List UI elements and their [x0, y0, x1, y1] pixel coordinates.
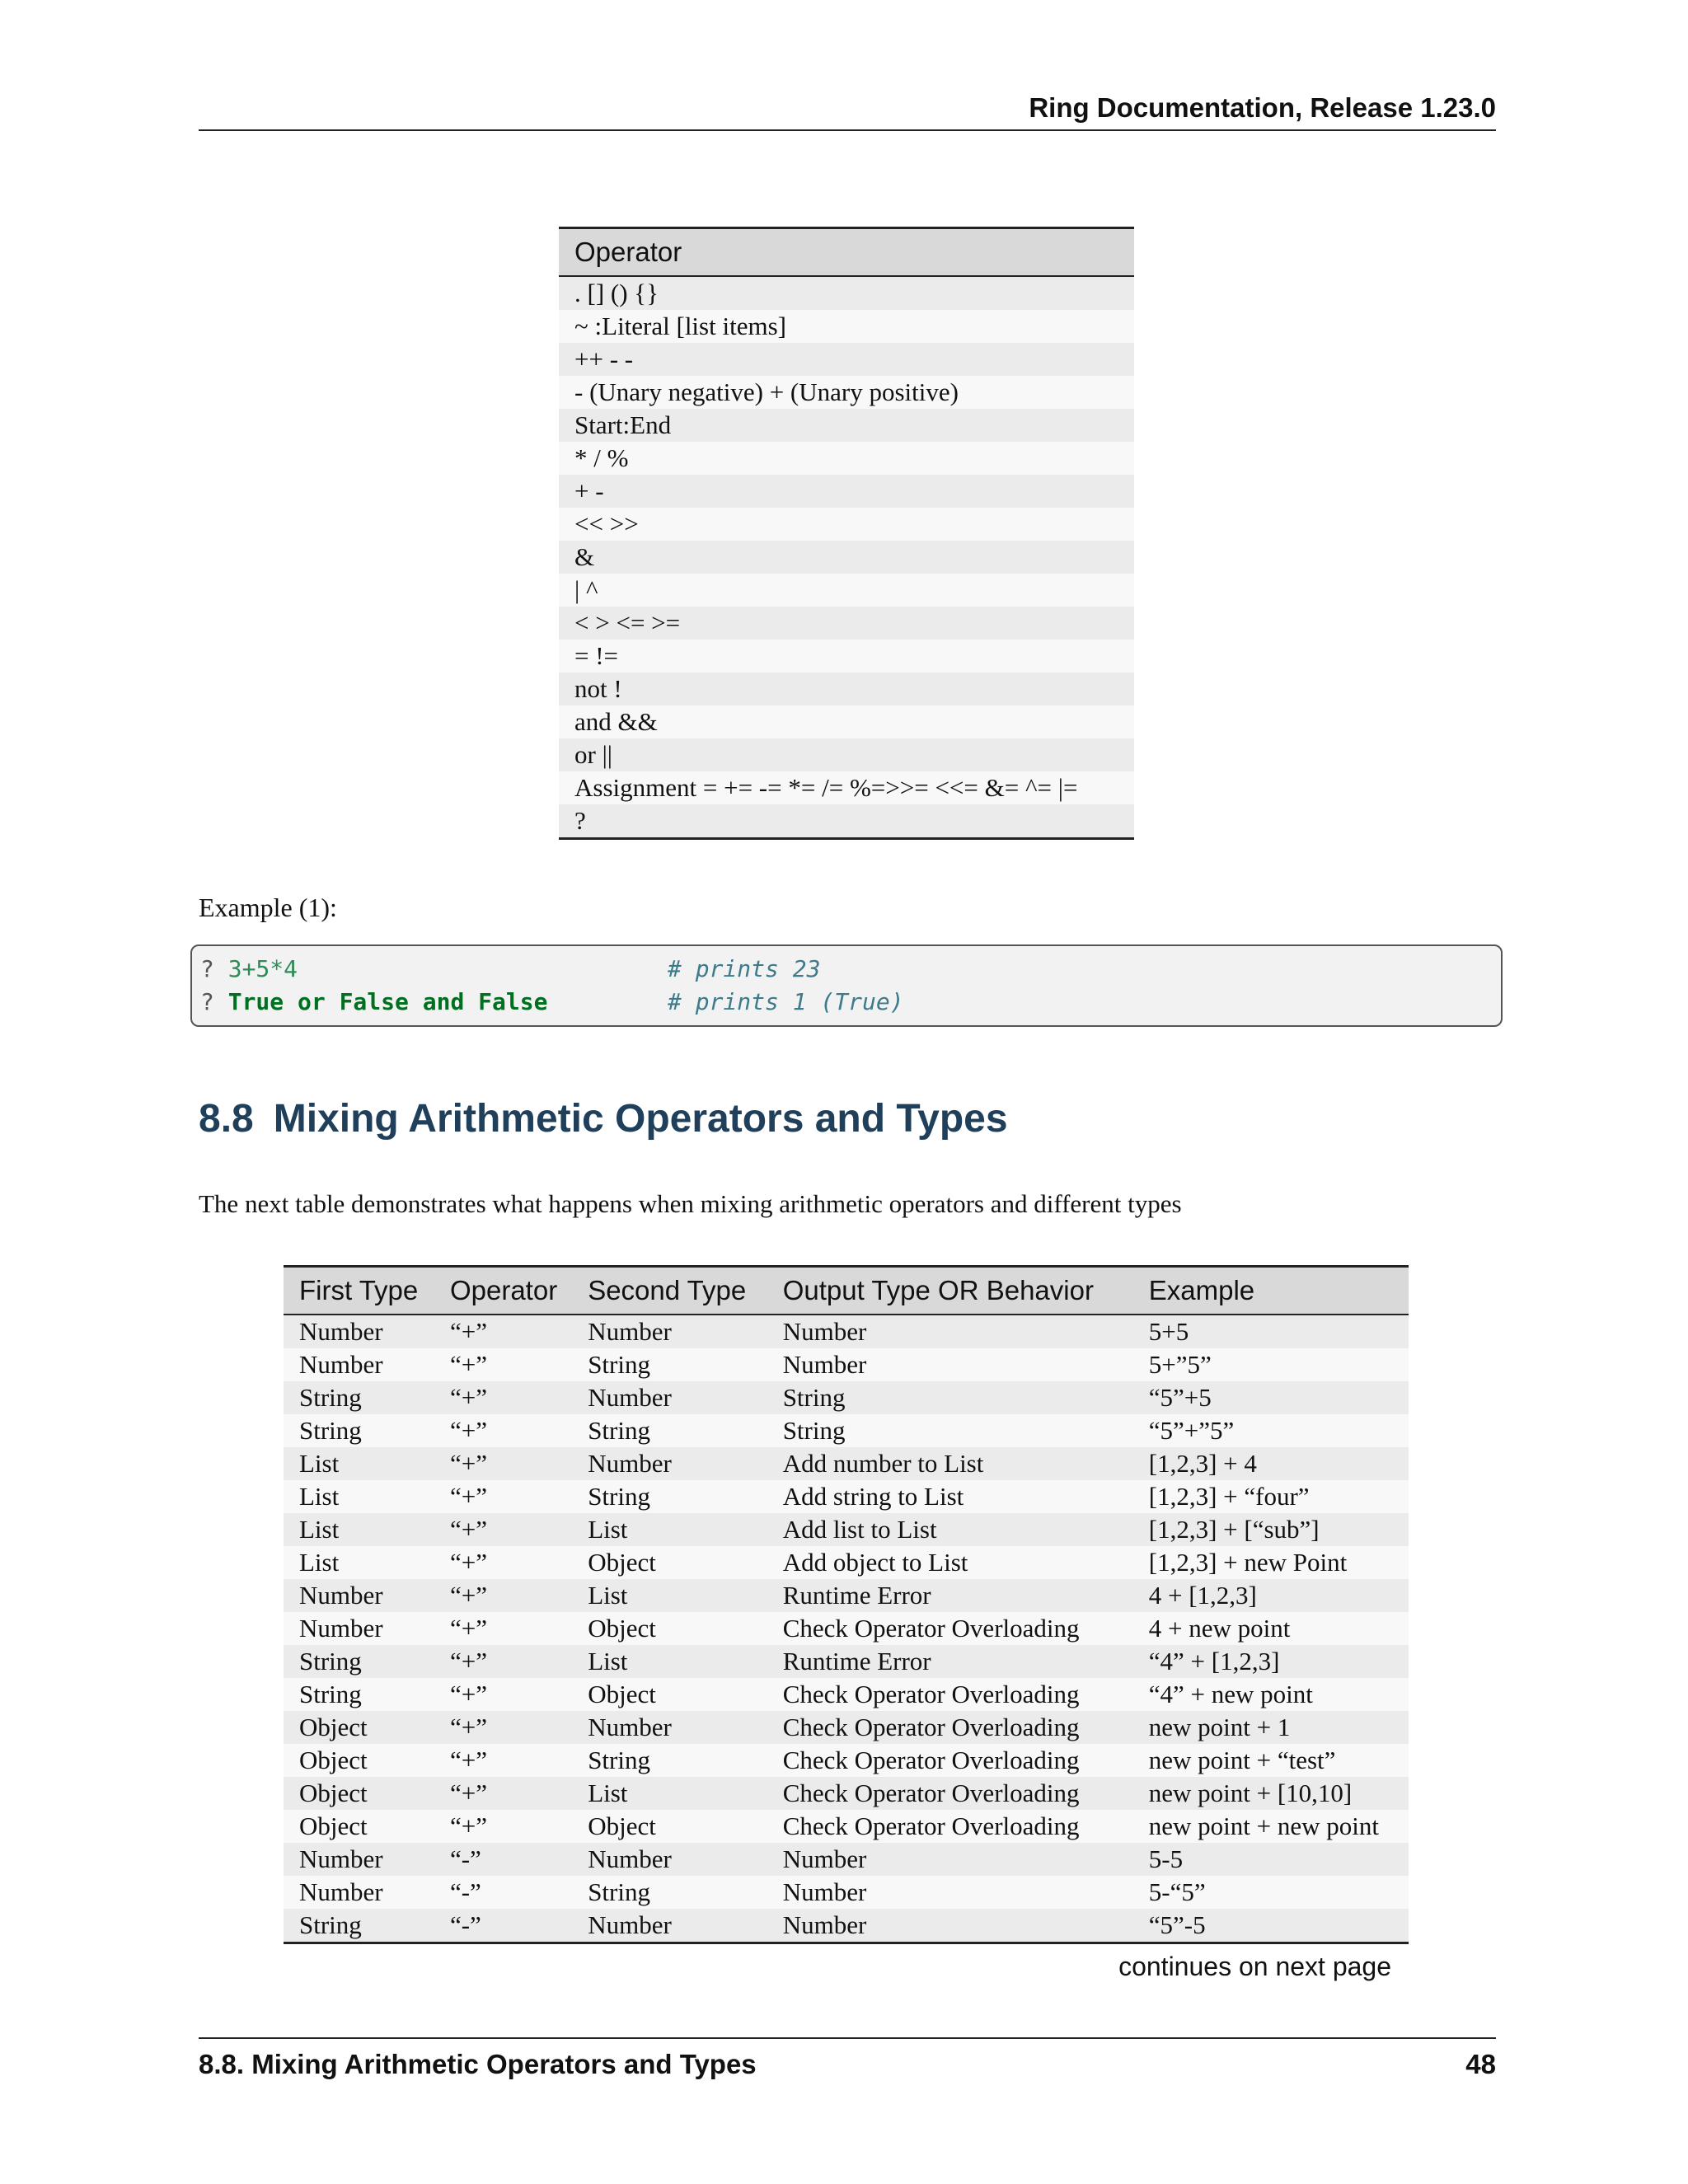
- output-cell: Check Operator Overloading: [767, 1744, 1133, 1777]
- example-cell: “4” + [1,2,3]: [1133, 1645, 1409, 1678]
- output-cell: Add list to List: [767, 1513, 1133, 1546]
- code-block: [190, 944, 1503, 1027]
- second-type-cell: Object: [572, 1810, 767, 1843]
- operator-cell: “+”: [434, 1777, 572, 1810]
- operator-cell: not !: [559, 673, 1134, 705]
- operator-cell: “+”: [434, 1348, 572, 1381]
- intro-paragraph: The next table demonstrates what happens when mixing arithmetic operators and different types: [199, 1189, 1182, 1218]
- code-comment: # prints 23: [668, 955, 821, 982]
- output-cell: Add string to List: [767, 1480, 1133, 1513]
- first-type-cell: Object: [284, 1777, 434, 1810]
- table-row: [559, 607, 1134, 640]
- first-type-cell: String: [284, 1381, 434, 1414]
- operator-cell: “+”: [434, 1546, 572, 1579]
- section-heading: [199, 1096, 1008, 1141]
- first-type-cell: Object: [284, 1711, 434, 1744]
- second-type-cell: List: [572, 1513, 767, 1546]
- example-cell: new point + “test”: [1133, 1744, 1409, 1777]
- column-header-operator: Operator: [434, 1267, 572, 1315]
- running-header: Ring Documentation, Release 1.23.0: [1029, 92, 1496, 123]
- operator-cell: | ^: [559, 574, 1134, 607]
- table-row: [559, 475, 1134, 508]
- output-cell: Add number to List: [767, 1447, 1133, 1480]
- first-type-cell: Number: [284, 1348, 434, 1381]
- operator-cell: “+”: [434, 1381, 572, 1414]
- table-row: [284, 1843, 1409, 1876]
- operator-cell: Assignment = += -= *= /= %=>>= <<= &= ^= |=: [559, 771, 1134, 804]
- operator-cell: Start:End: [559, 409, 1134, 442]
- output-cell: Runtime Error: [767, 1579, 1133, 1612]
- output-cell: Number: [767, 1348, 1133, 1381]
- example-cell: 5-5: [1133, 1843, 1409, 1876]
- example-cell: 5+5: [1133, 1315, 1409, 1348]
- second-type-cell: Number: [572, 1711, 767, 1744]
- table-row: [559, 276, 1134, 310]
- table-row: [559, 541, 1134, 574]
- footer-section: 8.8. Mixing Arithmetic Operators and Types: [199, 2049, 757, 2079]
- output-cell: Number: [767, 1315, 1133, 1348]
- operator-cell: “+”: [434, 1744, 572, 1777]
- precedence-table-body: [559, 276, 1134, 839]
- second-type-cell: Number: [572, 1909, 767, 1943]
- table-header-row: [559, 228, 1134, 277]
- second-type-cell: String: [572, 1480, 767, 1513]
- operator-precedence-table: [559, 227, 1134, 840]
- table-row: [284, 1777, 1409, 1810]
- table-row: [284, 1711, 1409, 1744]
- first-type-cell: String: [284, 1414, 434, 1447]
- code-prompt: ?: [200, 955, 214, 982]
- operator-cell: “+”: [434, 1315, 572, 1348]
- table-row: [559, 738, 1134, 771]
- output-cell: String: [767, 1414, 1133, 1447]
- first-type-cell: List: [284, 1546, 434, 1579]
- code-line: [200, 954, 821, 984]
- second-type-cell: Object: [572, 1678, 767, 1711]
- table-row: [559, 640, 1134, 673]
- output-cell: Number: [767, 1876, 1133, 1909]
- table-row: [559, 673, 1134, 705]
- code-comment: # prints 1 (True): [668, 988, 904, 1015]
- column-header-first-type: First Type: [284, 1267, 434, 1315]
- operator-cell: “+”: [434, 1612, 572, 1645]
- operator-cell: &: [559, 541, 1134, 574]
- second-type-cell: String: [572, 1348, 767, 1381]
- first-type-cell: Number: [284, 1612, 434, 1645]
- table-row: [284, 1546, 1409, 1579]
- operator-cell: * / %: [559, 442, 1134, 475]
- operator-cell: “+”: [434, 1414, 572, 1447]
- table-row: [284, 1612, 1409, 1645]
- output-cell: Number: [767, 1843, 1133, 1876]
- table-row: [559, 310, 1134, 343]
- table-row: [284, 1876, 1409, 1909]
- example-label: Example (1):: [199, 893, 337, 922]
- example-cell: new point + new point: [1133, 1810, 1409, 1843]
- section-title: Mixing Arithmetic Operators and Types: [273, 1097, 1008, 1141]
- table-row: [559, 574, 1134, 607]
- example-cell: [1,2,3] + new Point: [1133, 1546, 1409, 1579]
- output-cell: Check Operator Overloading: [767, 1678, 1133, 1711]
- operator-cell: “-”: [434, 1876, 572, 1909]
- example-cell: new point + 1: [1133, 1711, 1409, 1744]
- table-row: [284, 1381, 1409, 1414]
- page-number: 48: [1465, 2049, 1496, 2079]
- example-cell: [1,2,3] + 4: [1133, 1447, 1409, 1480]
- code-expression: True or False and False: [227, 988, 548, 1015]
- second-type-cell: String: [572, 1876, 767, 1909]
- example-cell: new point + [10,10]: [1133, 1777, 1409, 1810]
- column-header-second-type: Second Type: [572, 1267, 767, 1315]
- example-cell: 5+”5”: [1133, 1348, 1409, 1381]
- table-row: [559, 804, 1134, 839]
- operator-cell: “+”: [434, 1645, 572, 1678]
- operator-cell: “+”: [434, 1480, 572, 1513]
- output-cell: String: [767, 1381, 1133, 1414]
- table-row: [284, 1480, 1409, 1513]
- table-row: [284, 1315, 1409, 1348]
- operator-cell: = !=: [559, 640, 1134, 673]
- table-row: [284, 1744, 1409, 1777]
- first-type-cell: String: [284, 1909, 434, 1943]
- second-type-cell: Object: [572, 1612, 767, 1645]
- types-table-body: [284, 1315, 1409, 1943]
- operator-cell: “+”: [434, 1810, 572, 1843]
- column-header-example: Example: [1133, 1267, 1409, 1315]
- second-type-cell: List: [572, 1645, 767, 1678]
- header-rule: [199, 129, 1496, 131]
- table-row: [284, 1678, 1409, 1711]
- operator-cell: “+”: [434, 1711, 572, 1744]
- operator-cell: “+”: [434, 1513, 572, 1546]
- first-type-cell: Number: [284, 1843, 434, 1876]
- operator-cell: or ||: [559, 738, 1134, 771]
- example-cell: “5”+”5”: [1133, 1414, 1409, 1447]
- table-row: [284, 1513, 1409, 1546]
- operator-cell: . [] () {}: [559, 276, 1134, 310]
- example-cell: 4 + new point: [1133, 1612, 1409, 1645]
- operator-cell: << >>: [559, 508, 1134, 541]
- second-type-cell: List: [572, 1777, 767, 1810]
- operator-cell: “+”: [434, 1678, 572, 1711]
- table-row: [284, 1810, 1409, 1843]
- output-cell: Check Operator Overloading: [767, 1612, 1133, 1645]
- example-cell: [1,2,3] + “four”: [1133, 1480, 1409, 1513]
- table-row: [559, 376, 1134, 409]
- second-type-cell: String: [572, 1414, 767, 1447]
- output-cell: Check Operator Overloading: [767, 1711, 1133, 1744]
- first-type-cell: Object: [284, 1810, 434, 1843]
- table-row: [559, 343, 1134, 376]
- example-cell: 5-“5”: [1133, 1876, 1409, 1909]
- column-header-output-type-or-behavior: Output Type OR Behavior: [767, 1267, 1133, 1315]
- example-cell: “5”-5: [1133, 1909, 1409, 1943]
- second-type-cell: Number: [572, 1447, 767, 1480]
- section-number: 8.8: [199, 1097, 254, 1141]
- first-type-cell: Number: [284, 1315, 434, 1348]
- operator-cell: ~ :Literal [list items]: [559, 310, 1134, 343]
- table-header-row: [284, 1267, 1409, 1315]
- table-row: [284, 1447, 1409, 1480]
- table-row: [284, 1645, 1409, 1678]
- example-cell: “5”+5: [1133, 1381, 1409, 1414]
- output-cell: Check Operator Overloading: [767, 1810, 1133, 1843]
- output-cell: Check Operator Overloading: [767, 1777, 1133, 1810]
- table-row: [559, 705, 1134, 738]
- table-row: [559, 771, 1134, 804]
- example-cell: [1,2,3] + [“sub”]: [1133, 1513, 1409, 1546]
- footer-rule: [199, 2037, 1496, 2039]
- table-row: [284, 1909, 1409, 1943]
- second-type-cell: Number: [572, 1381, 767, 1414]
- mixing-types-table: [284, 1265, 1409, 1944]
- first-type-cell: List: [284, 1447, 434, 1480]
- first-type-cell: List: [284, 1513, 434, 1546]
- example-cell: 4 + [1,2,3]: [1133, 1579, 1409, 1612]
- continues-note: continues on next page: [1118, 1952, 1391, 1981]
- operator-cell: and &&: [559, 705, 1134, 738]
- column-header-operator: Operator: [559, 228, 1134, 277]
- table-row: [284, 1348, 1409, 1381]
- table-row: [559, 508, 1134, 541]
- first-type-cell: List: [284, 1480, 434, 1513]
- output-cell: Number: [767, 1909, 1133, 1943]
- operator-cell: “-”: [434, 1843, 572, 1876]
- second-type-cell: Object: [572, 1546, 767, 1579]
- second-type-cell: Number: [572, 1843, 767, 1876]
- code-expression: 3+5*4: [227, 955, 298, 982]
- example-cell: “4” + new point: [1133, 1678, 1409, 1711]
- second-type-cell: List: [572, 1579, 767, 1612]
- operator-cell: “+”: [434, 1579, 572, 1612]
- code-line: [200, 987, 904, 1017]
- table-row: [559, 442, 1134, 475]
- operator-cell: + -: [559, 475, 1134, 508]
- first-type-cell: String: [284, 1645, 434, 1678]
- table-row: [284, 1579, 1409, 1612]
- code-prompt: ?: [200, 988, 214, 1015]
- table-row: [284, 1414, 1409, 1447]
- output-cell: Add object to List: [767, 1546, 1133, 1579]
- operator-cell: - (Unary negative) + (Unary positive): [559, 376, 1134, 409]
- operator-cell: < > <= >=: [559, 607, 1134, 640]
- table-row: [559, 409, 1134, 442]
- output-cell: Runtime Error: [767, 1645, 1133, 1678]
- operator-cell: “+”: [434, 1447, 572, 1480]
- operator-cell: “-”: [434, 1909, 572, 1943]
- first-type-cell: Object: [284, 1744, 434, 1777]
- operator-cell: ?: [559, 804, 1134, 839]
- first-type-cell: String: [284, 1678, 434, 1711]
- first-type-cell: Number: [284, 1876, 434, 1909]
- first-type-cell: Number: [284, 1579, 434, 1612]
- second-type-cell: String: [572, 1744, 767, 1777]
- second-type-cell: Number: [572, 1315, 767, 1348]
- operator-cell: ++ - -: [559, 343, 1134, 376]
